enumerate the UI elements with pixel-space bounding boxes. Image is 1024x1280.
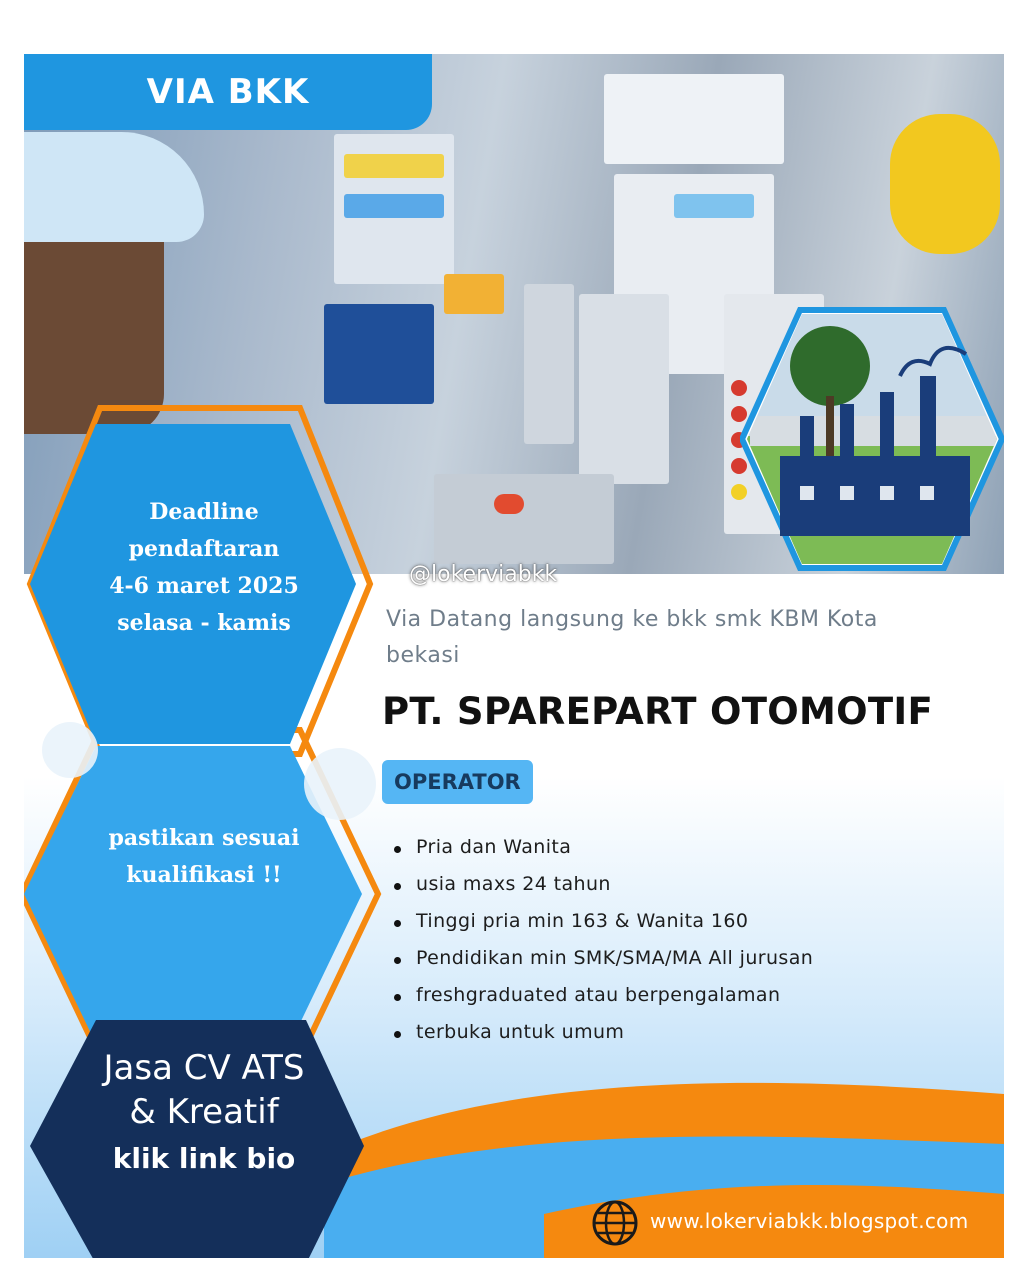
qualification-note xyxy=(64,820,344,894)
application-method: Via Datang langsung ke bkk smk KBM Kota bekasi xyxy=(386,607,878,668)
cv-promo xyxy=(64,1046,344,1175)
header-tag-label: VIA BKK xyxy=(146,72,310,112)
note-line-2: kualifikasi !! xyxy=(126,862,282,888)
list-item: terbuka untuk umum xyxy=(390,1021,813,1058)
job-poster xyxy=(24,54,1004,1258)
note-line-1: pastikan sesuai xyxy=(108,825,300,851)
promo-link-bio[interactable]: klik link bio xyxy=(112,1142,296,1175)
deadline-line-4: selasa - kamis xyxy=(117,610,291,636)
deadline-line-1: Deadline xyxy=(149,499,259,525)
header-tag xyxy=(24,54,432,130)
watermark: @lokerviabkk xyxy=(409,562,558,587)
deadline-block xyxy=(64,494,344,642)
deadline-line-3: 4-6 maret 2025 xyxy=(109,573,299,599)
position-badge: OPERATOR xyxy=(382,760,533,804)
requirements-list xyxy=(390,836,813,1058)
website-link[interactable]: www.lokerviabkk.blogspot.com xyxy=(650,1209,969,1233)
promo-line-1: Jasa CV ATS xyxy=(103,1048,305,1088)
list-item: usia maxs 24 tahun xyxy=(390,873,813,910)
company-name: PT. SPAREPART OTOMOTIF xyxy=(382,690,934,733)
globe-icon xyxy=(592,1200,638,1246)
list-item: freshgraduated atau berpengalaman xyxy=(390,984,813,1021)
list-item: Tinggi pria min 163 & Wanita 160 xyxy=(390,910,813,947)
deadline-line-2: pendaftaran xyxy=(128,536,280,562)
promo-line-2: & Kreatif xyxy=(129,1092,279,1132)
factory-inset xyxy=(740,306,1004,572)
list-item: Pendidikan min SMK/SMA/MA All jurusan xyxy=(390,947,813,984)
list-item: Pria dan Wanita xyxy=(390,836,813,873)
